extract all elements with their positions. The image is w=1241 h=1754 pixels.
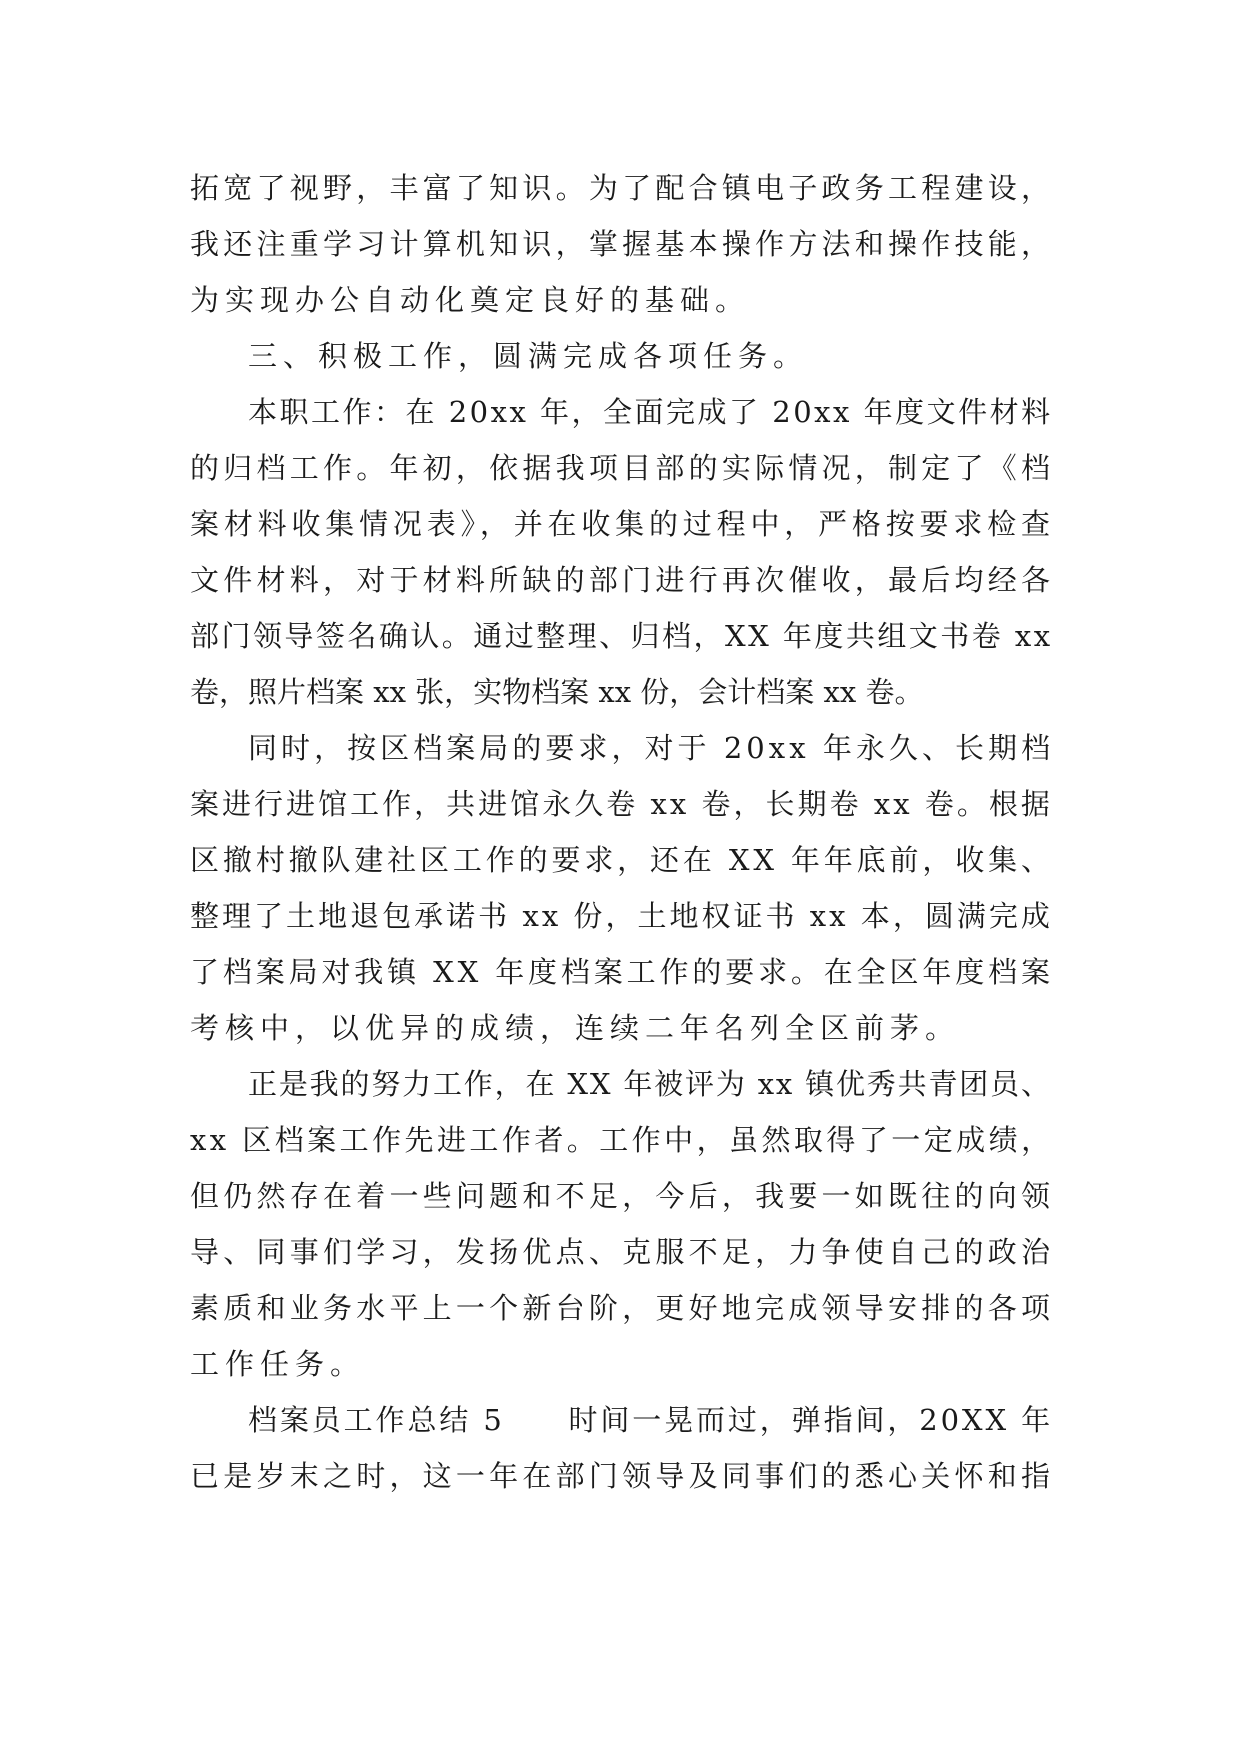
text-line-content: 的归档工作。年初，依据我项目部的实际情况，制定了《档 xyxy=(190,451,1055,485)
text-line-content: 但仍然存在着一些问题和不足，今后，我要一如既往的向领 xyxy=(190,1179,1055,1213)
text-line xyxy=(190,1448,1055,1504)
text-line xyxy=(190,1224,1055,1280)
text-line xyxy=(190,1280,1055,1336)
text-line xyxy=(190,888,1053,944)
text-line xyxy=(190,160,1055,216)
text-line xyxy=(190,776,1053,832)
text-line xyxy=(190,1336,1050,1392)
text-line xyxy=(190,272,1050,328)
text-line-content: 导、同事们学习，发扬优点、克服不足，力争使自己的政治 xyxy=(190,1235,1055,1269)
text-line xyxy=(190,664,1050,720)
text-line-content: 区撤村撤队建社区工作的要求，还在 XX 年年底前，收集、 xyxy=(190,843,1054,877)
section-title-line xyxy=(190,1392,1054,1448)
document-body xyxy=(190,160,1055,1504)
text-line-content: 卷，照片档案 xx 张，实物档案 xx 份，会计档案 xx 卷。 xyxy=(190,675,924,709)
section-heading-text: 三、积极工作，圆满完成各项任务。 xyxy=(248,339,809,373)
text-line xyxy=(190,216,1055,272)
text-line-content: 同时，按区档案局的要求，对于 20xx 年永久、长期档 xyxy=(248,731,1055,765)
text-line-content: 为实现办公自动化奠定良好的基础。 xyxy=(190,283,751,317)
text-line-content: 考核中，以优异的成绩，连续二年名列全区前茅。 xyxy=(190,1011,961,1045)
text-line-content: 我还注重学习计算机知识，掌握基本操作方法和操作技能， xyxy=(190,227,1055,261)
text-line-content: xx 区档案工作先进工作者。工作中，虽然取得了一定成绩， xyxy=(190,1123,1054,1157)
text-line xyxy=(190,1168,1055,1224)
text-line-content: 已是岁末之时，这一年在部门领导及同事们的悉心关怀和指 xyxy=(190,1459,1055,1493)
text-line xyxy=(190,1056,1050,1112)
text-line-content: 正是我的努力工作，在 XX 年被评为 xx 镇优秀共青团员、 xyxy=(248,1067,1052,1101)
text-line xyxy=(190,552,1055,608)
text-line xyxy=(190,440,1055,496)
text-line-content: 部门领导签名确认。通过整理、归档，XX 年度共组文书卷 xx xyxy=(190,619,1053,653)
section-heading xyxy=(190,328,1050,384)
text-line xyxy=(190,944,1054,1000)
text-line xyxy=(190,1112,1054,1168)
text-line xyxy=(190,384,1053,440)
text-line xyxy=(190,720,1055,776)
text-line-content: 整理了土地退包承诺书 xx 份，土地权证书 xx 本，圆满完成 xyxy=(190,899,1053,933)
section-title-text: 档案员工作总结 5 时间一晃而过，弹指间，20XX 年 xyxy=(248,1403,1054,1437)
text-line xyxy=(190,832,1054,888)
text-line xyxy=(190,1000,1050,1056)
text-line-content: 本职工作：在 20xx 年，全面完成了 20xx 年度文件材料 xyxy=(248,395,1053,429)
text-line xyxy=(190,608,1053,664)
text-line-content: 拓宽了视野，丰富了知识。为了配合镇电子政务工程建设， xyxy=(190,171,1055,205)
text-line-content: 工作任务。 xyxy=(190,1347,366,1381)
text-line xyxy=(190,496,1055,552)
text-line-content: 文件材料，对于材料所缺的部门进行再次催收，最后均经各 xyxy=(190,563,1055,597)
text-line-content: 了档案局对我镇 XX 年度档案工作的要求。在全区年度档案 xyxy=(190,955,1054,989)
text-line-content: 素质和业务水平上一个新台阶，更好地完成领导安排的各项 xyxy=(190,1291,1055,1325)
text-line-content: 案材料收集情况表》，并在收集的过程中，严格按要求检查 xyxy=(190,507,1055,541)
text-line-content: 案进行进馆工作，共进馆永久卷 xx 卷，长期卷 xx 卷。根据 xyxy=(190,787,1053,821)
